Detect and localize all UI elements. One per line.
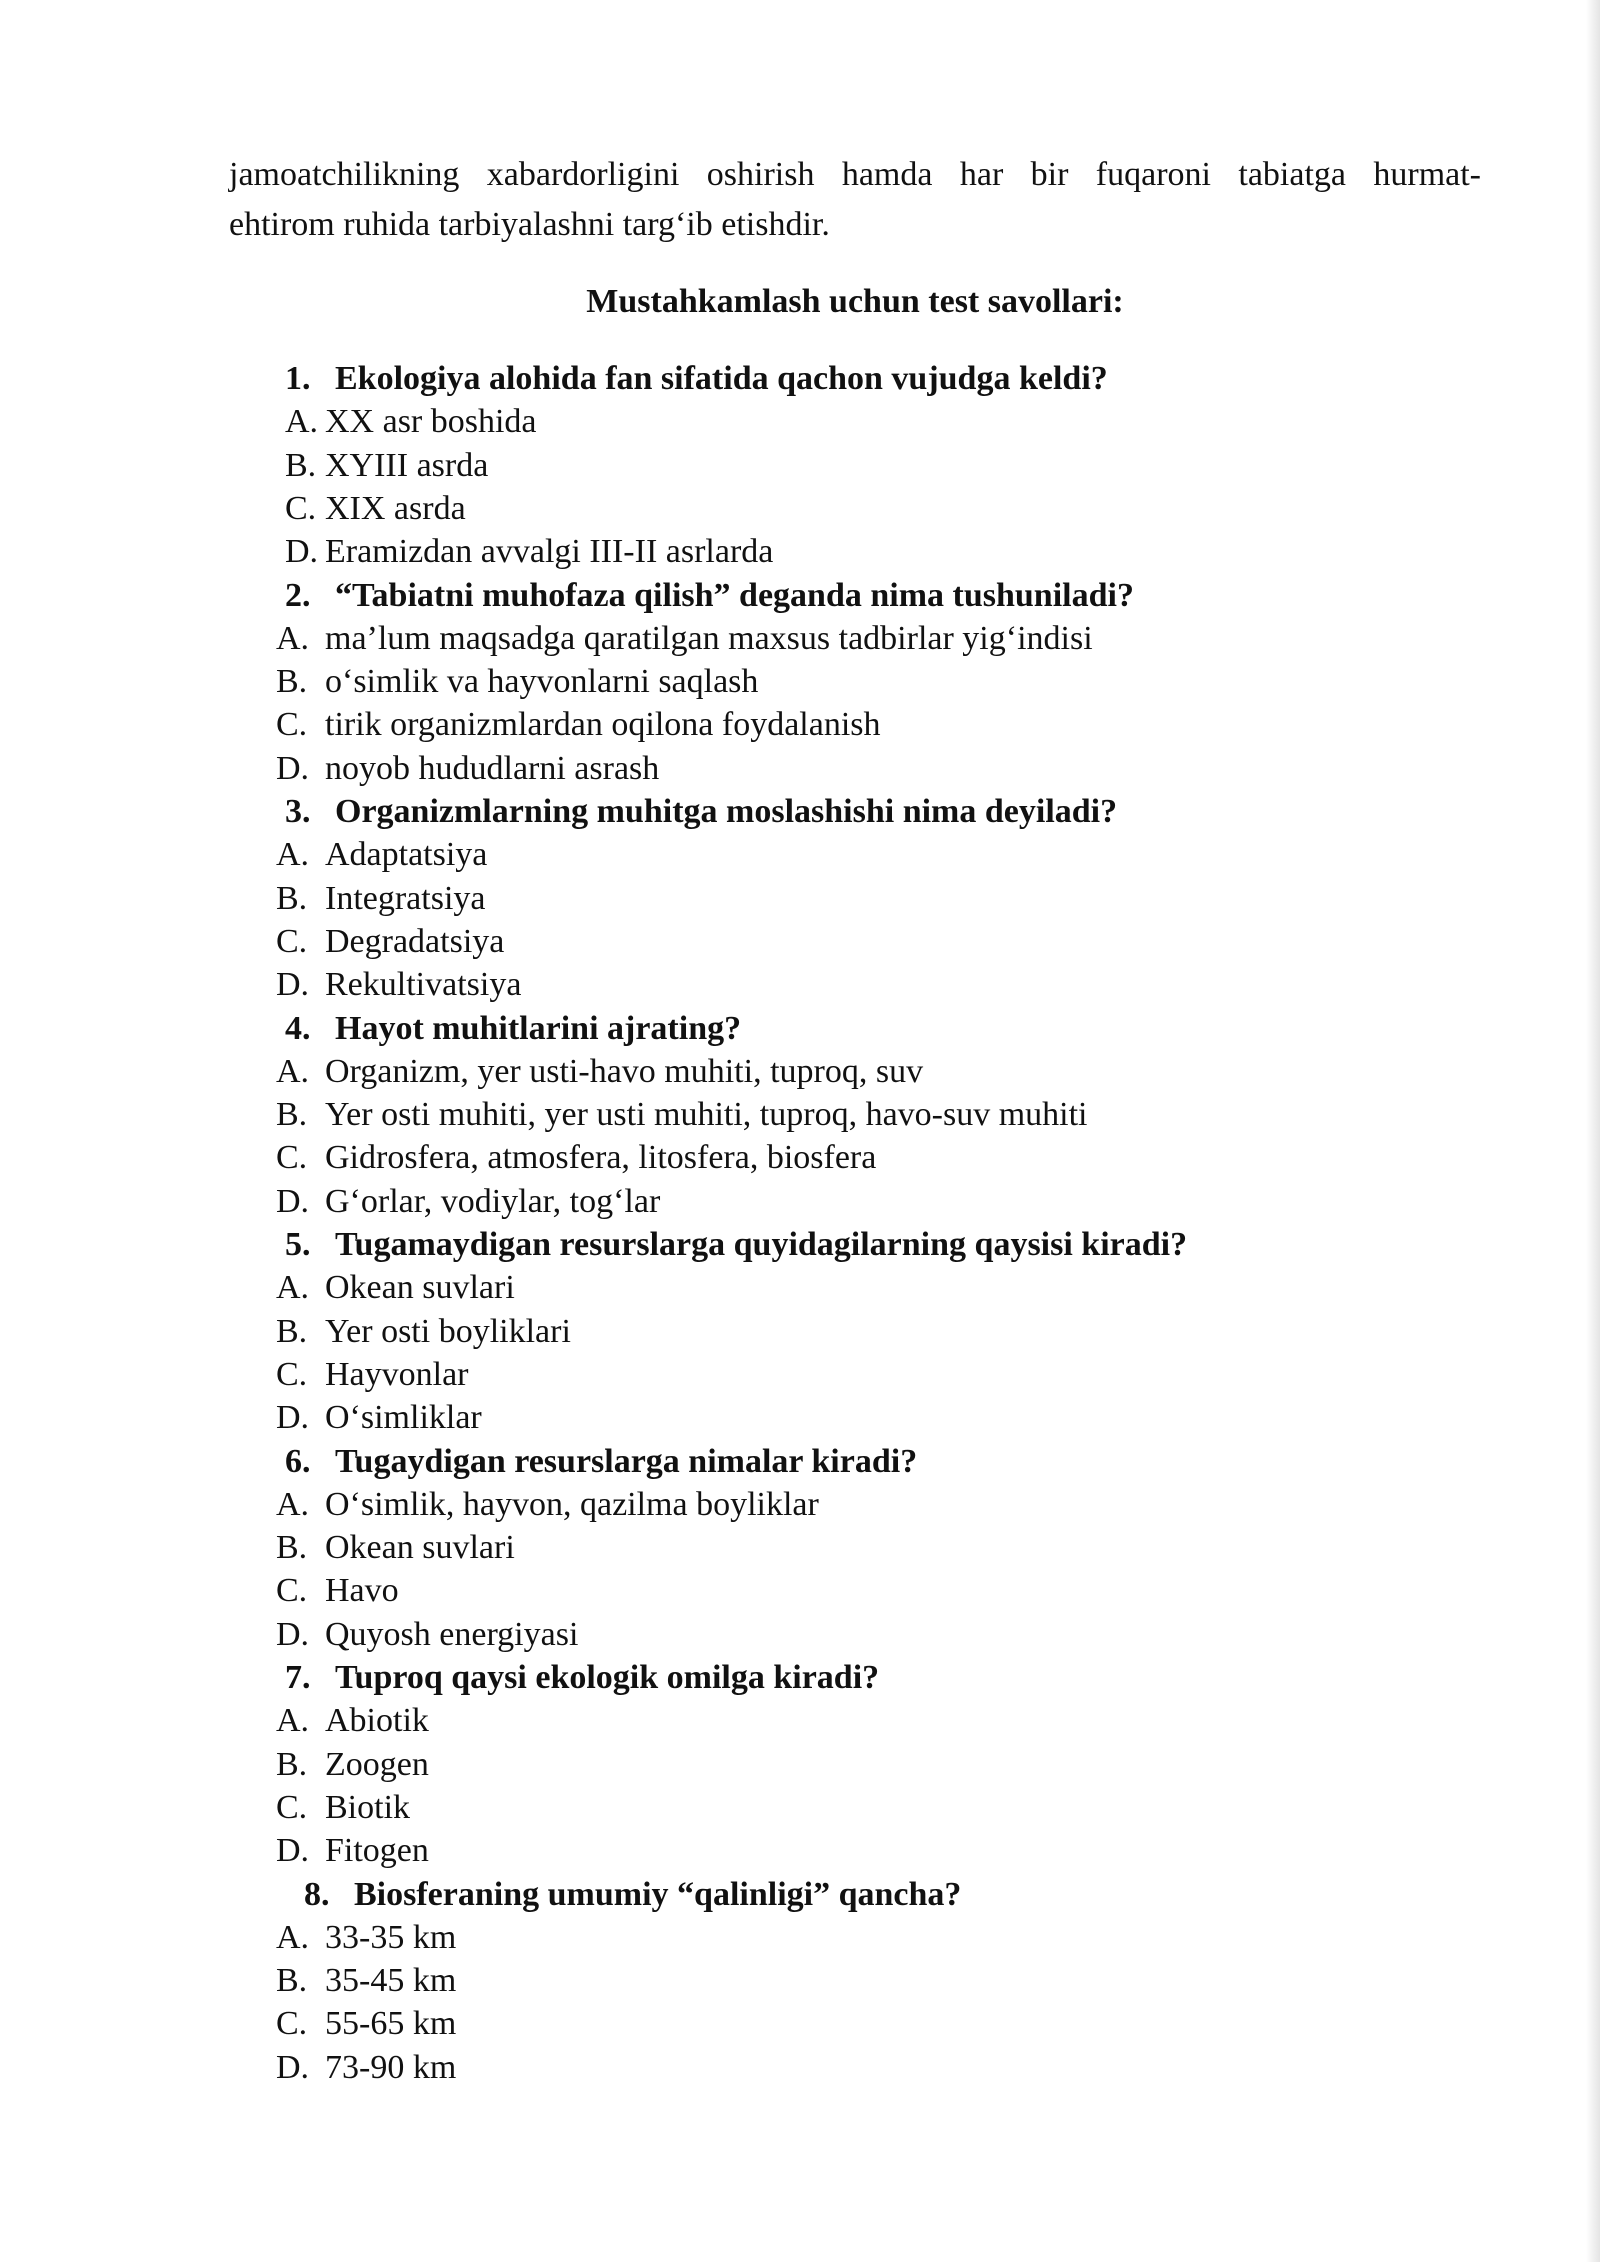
option-letter: C.	[276, 1788, 308, 1826]
option-text: O‘simliklar	[325, 1399, 482, 1437]
option-letter: B.	[285, 446, 317, 484]
answer-option-c	[276, 1569, 399, 1612]
option-text: XX asr boshida	[325, 403, 537, 441]
option-letter: C.	[285, 489, 317, 527]
option-text: 33-35 km	[325, 1918, 457, 1956]
option-letter: B.	[276, 1096, 308, 1134]
option-letter: B.	[276, 1745, 308, 1783]
option-text: XIX asrda	[325, 489, 466, 527]
question-number: 3.	[285, 793, 311, 830]
question-text: Organizmlarning muhitga moslashishi nima deyiladi?	[335, 793, 1118, 830]
answer-option-c	[276, 703, 881, 746]
question-number: 8.	[304, 1875, 330, 1913]
question-3	[285, 790, 1117, 833]
question-4	[285, 1007, 741, 1050]
question-2	[285, 574, 1134, 617]
answer-option-d	[276, 747, 659, 790]
option-letter: B.	[276, 1312, 308, 1350]
question-text: Tuproq qaysi ekologik omilga kiradi?	[335, 1659, 880, 1696]
option-letter: B.	[276, 1529, 308, 1567]
option-letter: A.	[276, 1485, 310, 1523]
option-text: Yer osti boyliklari	[325, 1312, 571, 1350]
answer-option-b	[276, 1093, 1088, 1136]
question-5	[285, 1223, 1187, 1266]
option-text: 35-45 km	[325, 1962, 457, 2000]
answer-option-d	[285, 530, 773, 573]
option-text: tirik organizmlardan oqilona foydalanish	[325, 706, 881, 744]
answer-option-a	[285, 400, 537, 443]
answer-option-d	[276, 1396, 482, 1439]
answer-option-c	[276, 2002, 456, 2045]
answer-option-a	[276, 1050, 923, 1093]
option-letter: A.	[276, 1269, 310, 1307]
option-letter: A.	[276, 836, 310, 874]
option-letter: C.	[276, 706, 308, 744]
question-number: 1.	[285, 360, 311, 397]
option-text: Okean suvlari	[325, 1269, 515, 1307]
answer-option-b	[276, 660, 758, 703]
answer-option-d	[276, 1180, 660, 1223]
option-letter: C.	[276, 2005, 308, 2043]
option-text: 55-65 km	[325, 2005, 457, 2043]
question-1	[285, 357, 1108, 400]
option-text: ma’lum maqsadga qaratilgan maxsus tadbirlar yig‘indisi	[325, 619, 1093, 657]
answer-option-a	[276, 1916, 456, 1959]
answer-option-b	[285, 444, 488, 487]
answer-option-d	[276, 1829, 429, 1872]
answer-option-c	[276, 1353, 469, 1396]
option-text: o‘simlik va hayvonlarni saqlash	[325, 663, 759, 701]
answer-option-b	[276, 877, 486, 920]
option-letter: D.	[276, 1399, 310, 1437]
answer-option-c	[276, 1786, 410, 1829]
option-letter: C.	[276, 1355, 308, 1393]
option-text: Quyosh energiyasi	[325, 1615, 579, 1653]
option-text: Biotik	[325, 1788, 411, 1826]
question-text: Hayot muhitlarini ajrating?	[335, 1009, 742, 1047]
option-letter: D.	[276, 966, 310, 1004]
option-letter: A.	[276, 1052, 310, 1090]
answer-option-a	[276, 1266, 515, 1309]
intro-paragraph	[229, 150, 1481, 250]
option-letter: C.	[276, 922, 308, 960]
question-text: Biosferaning umumiy “qalinligi” qancha?	[354, 1875, 962, 1913]
option-letter: A.	[276, 1702, 310, 1740]
answer-option-a	[276, 1699, 429, 1742]
option-text: XYIII asrda	[325, 446, 489, 484]
question-7	[285, 1656, 879, 1699]
option-text: O‘simlik, hayvon, qazilma boyliklar	[325, 1485, 819, 1523]
option-text: G‘orlar, vodiylar, tog‘lar	[325, 1182, 661, 1220]
option-letter: D.	[276, 1182, 310, 1220]
option-text: noyob hududlarni asrash	[325, 749, 660, 787]
answer-option-b	[276, 1526, 515, 1569]
question-text: Tugamaydigan resurslarga quyidagilarning qaysisi kiradi?	[335, 1226, 1188, 1263]
option-text: Okean suvlari	[325, 1529, 515, 1567]
page-edge-shadow	[1586, 0, 1600, 2262]
option-letter: D.	[276, 1832, 310, 1870]
option-letter: D.	[276, 1615, 310, 1653]
option-text: Degradatsiya	[325, 922, 505, 960]
intro-line-1: jamoatchilikning xabardorligini oshirish hamda har bir fuqaroni tabiatga hurmat-	[229, 156, 1481, 193]
option-text: Integratsiya	[325, 879, 486, 917]
option-letter: B.	[276, 1962, 308, 2000]
option-letter: A.	[276, 1918, 310, 1956]
option-letter: B.	[276, 879, 308, 917]
option-letter: C.	[276, 1572, 308, 1610]
answer-option-d	[276, 2046, 456, 2089]
option-text: Adaptatsiya	[325, 836, 488, 874]
answer-option-d	[276, 1613, 578, 1656]
question-number: 7.	[285, 1659, 311, 1696]
option-text: Organizm, yer usti-havo muhiti, tuproq, suv	[325, 1052, 924, 1090]
option-letter: D.	[276, 749, 310, 787]
question-number: 5.	[285, 1226, 311, 1263]
option-text: Gidrosfera, atmosfera, litosfera, biosfera	[325, 1139, 877, 1177]
option-text: Abiotik	[325, 1702, 429, 1740]
answer-option-d	[276, 963, 521, 1006]
option-text: Yer osti muhiti, yer usti muhiti, tuproq, havo-suv muhiti	[325, 1096, 1088, 1134]
answer-option-c	[285, 487, 466, 530]
option-letter: D.	[285, 533, 319, 571]
question-number: 4.	[285, 1009, 311, 1047]
question-text: Tugaydigan resurslarga nimalar kiradi?	[335, 1442, 918, 1480]
intro-line-2: ehtirom ruhida tarbiyalashni targ‘ib etishdir.	[229, 206, 830, 243]
option-text: Havo	[325, 1572, 399, 1610]
option-letter: A.	[276, 619, 310, 657]
answer-option-a	[276, 617, 1093, 660]
answer-option-a	[276, 1483, 819, 1526]
option-text: Rekultivatsiya	[325, 966, 522, 1004]
answer-option-c	[276, 1136, 876, 1179]
option-text: Hayvonlar	[325, 1355, 469, 1393]
question-text: Ekologiya alohida fan sifatida qachon vujudga keldi?	[335, 360, 1108, 397]
option-letter: A.	[285, 403, 319, 441]
option-text: Zoogen	[325, 1745, 429, 1783]
question-number: 6.	[285, 1442, 311, 1480]
section-heading: Mustahkamlash uchun test savollari:	[586, 283, 1124, 320]
option-letter: D.	[276, 2048, 310, 2086]
answer-option-c	[276, 920, 504, 963]
option-text: 73-90 km	[325, 2048, 457, 2086]
question-8	[304, 1873, 961, 1916]
option-letter: C.	[276, 1139, 308, 1177]
answer-option-a	[276, 833, 487, 876]
question-number: 2.	[285, 576, 311, 614]
option-text: Eramizdan avvalgi III-II asrlarda	[325, 533, 774, 571]
answer-option-b	[276, 1310, 571, 1353]
answer-option-b	[276, 1743, 429, 1786]
option-text: Fitogen	[325, 1832, 429, 1870]
question-6	[285, 1440, 917, 1483]
question-text: “Tabiatni muhofaza qilish” deganda nima tushuniladi?	[335, 576, 1134, 614]
option-letter: B.	[276, 663, 308, 701]
answer-option-b	[276, 1959, 456, 2002]
